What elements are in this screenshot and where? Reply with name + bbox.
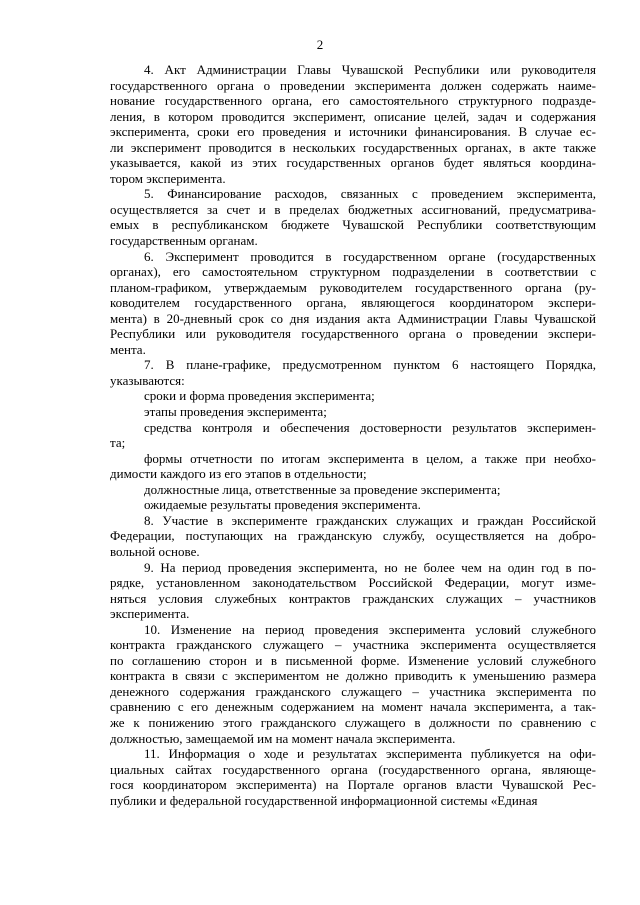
paragraph-line: мента. [110,341,146,357]
paragraph-line: органах), его самостоятельном структурном подразделении в соответствии с [110,264,596,280]
paragraph-line: эксперимента, сроки его проведения и источники финансирования. В случае ес- [110,124,596,140]
paragraph-line: средства контроля и обеспечения достоверности результатов эксперимен- [144,419,596,435]
paragraph-line: должностные лица, ответственные за проведение эксперимента; [144,481,501,497]
paragraph-line: гося координатором эксперимента) на Портале органов власти Чувашской Рес- [110,777,596,793]
paragraph-line: няться условия служебных контрактов гражданских служащих – участников [110,590,596,606]
paragraph [110,62,596,186]
paragraph [110,420,596,451]
paragraph-line: же к понижению этого гражданского служащего в должности по сравнению с [110,714,596,730]
paragraph [110,404,596,420]
paragraph-line: Республики или руководителя государственного органа о проведении экспери- [110,326,596,342]
paragraph-line: нование государственного органа, его самостоятельного структурного подразде- [110,93,596,109]
page-number: 2 [316,37,324,52]
paragraph-line: денежного содержания гражданского служащего – участника эксперимента по [110,683,596,699]
paragraph-line: емых в республиканском бюджете Чувашской Республики соответствующим [110,217,596,233]
document-body [110,62,596,808]
paragraph-line: вольной основе. [110,543,200,559]
paragraph-line: эксперимента. [110,606,190,622]
paragraph-line: формы отчетности по итогам эксперимента в целом, а также при необхо- [144,450,596,466]
paragraph-line: тором эксперимента. [110,170,226,186]
paragraph-line: мента) в 20-дневный срок со дня издания акта Администрации Главы Чувашской [110,310,596,326]
paragraph [110,482,596,498]
paragraph [110,560,596,622]
paragraph-line: 4. Акт Администрации Главы Чувашской Республики или руководителя [144,62,596,77]
paragraph-line: этапы проведения эксперимента; [144,404,327,420]
paragraph-line: осуществляется за счет и в пределах бюджетных ассигнований, предусматрива- [110,201,596,217]
paragraph-line: ления, в котором проводится эксперимент, описание целей, задач и содержания [110,108,596,124]
paragraph [110,746,596,808]
paragraph-line: контракта в связи с экспериментом не должно приводить к уменьшению размера [110,668,596,684]
paragraph-line: ли эксперимент проводится в нескольких государственных органах, в акте также [110,139,596,155]
paragraph-line: 11. Информация о ходе и результатах эксперимента публикуется на офи- [144,746,596,762]
paragraph-line: та; [110,435,126,451]
paragraph-line: 8. Участие в эксперименте гражданских служащих и граждан Российской [144,512,596,528]
paragraph-line: должностью, замещаемой им на момент начала эксперимента. [110,730,456,746]
paragraph-line: димости каждого из его этапов в отдельности; [110,466,367,482]
paragraph-line: государственного органа о проведении эксперимента должен содержать наиме- [110,77,596,93]
paragraph-line: указывается, какой из этих государственных органов будет являться координа- [110,155,596,171]
paragraph-line: 9. На период проведения эксперимента, но не более чем на один год в по- [144,559,596,575]
paragraph-line: циальных сайтах государственного органа (государственного органа, являюще- [110,761,596,777]
paragraph-line: государственным органам. [110,233,258,249]
paragraph [110,513,596,560]
paragraph-line: 6. Эксперимент проводится в государственном органе (государственных [144,248,596,264]
paragraph-line: публики и федеральной государственной информационной системы «Единая [110,792,538,808]
paragraph-line: ководителем государственного органа, являющегося координатором экспери- [110,295,596,311]
paragraph [110,388,596,404]
paragraph-line: по соглашению сторон и в письменной форме. Изменение условий служебного [110,652,596,668]
paragraph-line: рядке, установленном законодательством Российской Федерации, могут изме- [110,575,596,591]
paragraph-line: ожидаемые результаты проведения эксперимента. [144,497,421,513]
paragraph-line: планом-графиком, утверждаемым руководителем государственного органа (ру- [110,279,596,295]
paragraph-line: Федерации, поступающих на гражданскую службу, осуществляется на добро- [110,528,596,544]
paragraph-line: контракта гражданского служащего – участника эксперимента осуществляется [110,637,596,653]
paragraph-line: указываются: [110,372,185,388]
paragraph-line: 10. Изменение на период проведения эксперимента условий служебного [144,621,596,637]
paragraph [110,451,596,482]
paragraph-line: 5. Финансирование расходов, связанных с проведением эксперимента, [144,186,596,202]
paragraph [110,357,596,388]
paragraph-line: сравнению с его денежным содержанием на момент начала эксперимента, а так- [110,699,596,715]
paragraph [110,186,596,248]
paragraph-line: 7. В плане-графике, предусмотренном пунктом 6 настоящего Порядка, [144,357,596,373]
paragraph-line: сроки и форма проведения эксперимента; [144,388,375,404]
paragraph [110,497,596,513]
paragraph [110,249,596,358]
paragraph [110,622,596,746]
